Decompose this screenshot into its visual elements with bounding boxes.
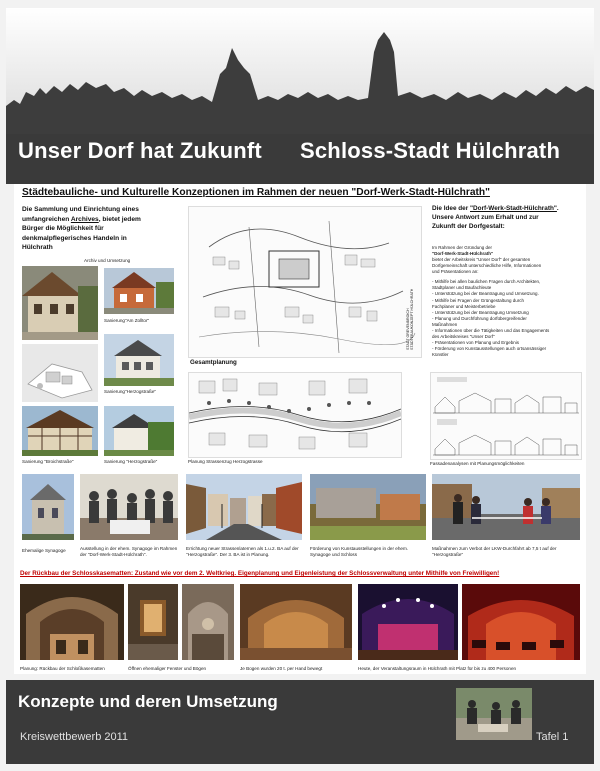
photo-model bbox=[22, 344, 98, 402]
idea-body-line: und Präsentationen an: bbox=[432, 269, 479, 275]
idea-body-line: - Mithilfe bei Fragen der Grüngestaltung durch bbox=[432, 297, 525, 303]
intro-line-pre: umfangreichen bbox=[22, 215, 71, 223]
idea-line: Unsere Antwort zum Erhalt und zur bbox=[432, 213, 539, 221]
photo-veranstaltung-saal bbox=[462, 584, 580, 660]
idea-line: Zukunft der Dorfgestalt: bbox=[432, 222, 505, 230]
idea-body-line: bietet der Arbeitskreis "Unser Dorf" der gesamten bbox=[432, 257, 531, 263]
idea-body-line: - Präsentationen von Planung und Ergebnis bbox=[432, 339, 520, 345]
idea-body-line: Stadtplaner und Baufachleute bbox=[432, 285, 492, 291]
idea-body-line: des Arbeitskreises "Unser Dorf" bbox=[432, 333, 495, 339]
caption-fassaden: Fassadenanalysen mit Planungsmöglichkeiten bbox=[430, 461, 525, 466]
idea-line-post: . bbox=[556, 205, 559, 212]
caption-gesamtplanung: Gesamtplanung bbox=[190, 359, 237, 366]
caption-rueckbau-kasematten: Planung: Rückbau der Schloßkasematten bbox=[20, 666, 105, 671]
photo-fenster-1 bbox=[128, 584, 178, 660]
idea-body-line: - Unterstützung bei der Beantragung und Umsetzung. bbox=[432, 291, 539, 297]
intro-line-post: , bietet jedem bbox=[98, 215, 141, 223]
idea-body-line: - Unterstützung bei der Beantragung Umsetzung bbox=[432, 309, 529, 315]
photo-ausstellung bbox=[80, 474, 178, 540]
archives-link[interactable]: Archives bbox=[70, 215, 99, 223]
intro-line: Die Sammlung und Einrichtung eines bbox=[22, 206, 139, 213]
caption-broichstrasse: Sanierung "Broichstraße" bbox=[22, 459, 74, 464]
caption-strassenzug: Planung Strassenzug Herzogstrasse bbox=[188, 459, 263, 464]
footer-competition: Kreiswettbewerb 2011 bbox=[20, 731, 129, 743]
idea-body-line: "Dorf-Werk-Stadt-Hülchrath" bbox=[432, 251, 494, 257]
photo-footer-workers bbox=[456, 688, 532, 740]
map-label: STADT GREVENBROICH STÄDTEBAUKONZEPT HÜLCHRATH bbox=[406, 288, 415, 350]
photo-broichstrasse bbox=[22, 406, 98, 456]
caption-herzogstrasse-2: Sanierung "Herzogstraße" bbox=[104, 459, 158, 464]
idea-body-line: - Planung und Durchführung dorfübergreifender bbox=[432, 315, 527, 321]
page-subtitle: Städtebauliche- und Kulturelle Konzeptionen im Rahmen der neuen "Dorf-Werk-Stadt-Hülchrath" bbox=[22, 187, 490, 198]
photo-fenster-2 bbox=[182, 584, 234, 660]
caption-synagoge: Ehemalige Synagoge bbox=[22, 548, 66, 553]
footer-board-number: Tafel 1 bbox=[536, 731, 569, 743]
intro-text bbox=[22, 205, 180, 253]
photo-archiv-house bbox=[22, 266, 98, 340]
photo-lkw-verbot bbox=[432, 474, 580, 540]
caption-kunst: Förderung von Kunstausstellungen in der ehem. Synagoge und Schloss bbox=[310, 546, 409, 557]
caption-am-zolltor: Sanierung"Am Zolltor" bbox=[104, 318, 150, 323]
idea-body-line: Im Rahmen der Gründung der bbox=[432, 245, 493, 250]
idea-body-line: Dorfgemeinschaft unterschiedliche Hilfe, Informationen bbox=[432, 263, 542, 269]
idea-line-pre: Die Idee der bbox=[432, 205, 471, 212]
caption-ausstellung: Ausstellung in der ehem. Synagoge im Rahmen der "Dorf-Werk-Stadt-Hülchrath". bbox=[80, 546, 178, 557]
dorf-werk-link[interactable]: "Dorf-Werk-Stadt-Hülchrath" bbox=[470, 205, 557, 212]
idea-body-line: Künstler bbox=[432, 352, 449, 358]
intro-line bbox=[22, 215, 180, 225]
photo-am-zolltor bbox=[104, 268, 174, 314]
idea-body bbox=[432, 245, 584, 358]
idea-line bbox=[432, 205, 584, 214]
photo-laternen bbox=[186, 474, 302, 540]
plan-strassenzug bbox=[188, 372, 402, 458]
idea-body-line: - Förderung von Kunstausstellungen auch ortsansässiger bbox=[432, 346, 547, 351]
map-gesamtplanung bbox=[188, 206, 422, 358]
caption-laternen: Errichtung neuer Strassenlaternen als 1.u.2. BA auf der "Herzogstraße". Der 3. BA ist in Planung. bbox=[186, 546, 299, 557]
photo-veranstaltung-buehne bbox=[358, 584, 458, 660]
idea-body-line: - Informationen über die Tätigkeiten und das Engagements bbox=[432, 327, 550, 333]
photo-synagoge bbox=[22, 474, 74, 540]
caption-veranstaltung: Heute, der Veranstaltungsraum in Hülchrath mit Platz für bis zu 400 Personen bbox=[358, 666, 517, 671]
footer-title: Konzepte und deren Umsetzung bbox=[18, 692, 278, 711]
rueckbau-heading: Der Rückbau der Schlosskasematten: Zustand wie vor dem 2. Weltkrieg. Eigenplanung und Eigenleistung der Schlossverwaltung unter Mithilfe von Freiwilligen! bbox=[20, 570, 500, 577]
caption-bogen: Je Bogen wurden 20 t. per Hand bewegt bbox=[240, 666, 323, 671]
photo-kunst bbox=[310, 474, 426, 540]
idea-body-line: Fachplaner und Meisterbetriebe bbox=[432, 303, 496, 309]
idea-heading bbox=[432, 205, 584, 232]
caption-herzogstrasse-1: Sanierung"Herzogstraße" bbox=[104, 389, 157, 394]
header-title-left: Unser Dorf hat Zukunft bbox=[18, 138, 262, 163]
intro-line: Bürger die Möglichkeit für bbox=[22, 225, 104, 233]
photo-kasematten-plan bbox=[20, 584, 124, 660]
caption-lkw: Maßnahmen zum Verbot der LKW-Durchfahrt ab 7,5 t auf der "Herzogstraße" bbox=[432, 546, 557, 557]
caption-fenster: Öffnen ehemaliger Fenster und Bögen bbox=[128, 666, 207, 671]
plan-fassaden bbox=[430, 372, 582, 460]
photo-bogen bbox=[240, 584, 352, 660]
intro-line: Hülchrath bbox=[22, 244, 53, 252]
idea-body-line: - Mithilfe bei allen baulichen Fragen durch Architekten, bbox=[432, 279, 541, 285]
photo-herzogstrasse-2 bbox=[104, 406, 174, 456]
photo-herzogstrasse-1 bbox=[104, 334, 174, 386]
intro-line: denkmalpflegerisches Handeln in bbox=[22, 234, 127, 242]
caption-archiv: Archiv und Umsetzung bbox=[84, 258, 131, 263]
idea-body-line: Maßnahmen bbox=[432, 321, 458, 327]
header-title-right: Schloss-Stadt Hülchrath bbox=[300, 138, 561, 163]
